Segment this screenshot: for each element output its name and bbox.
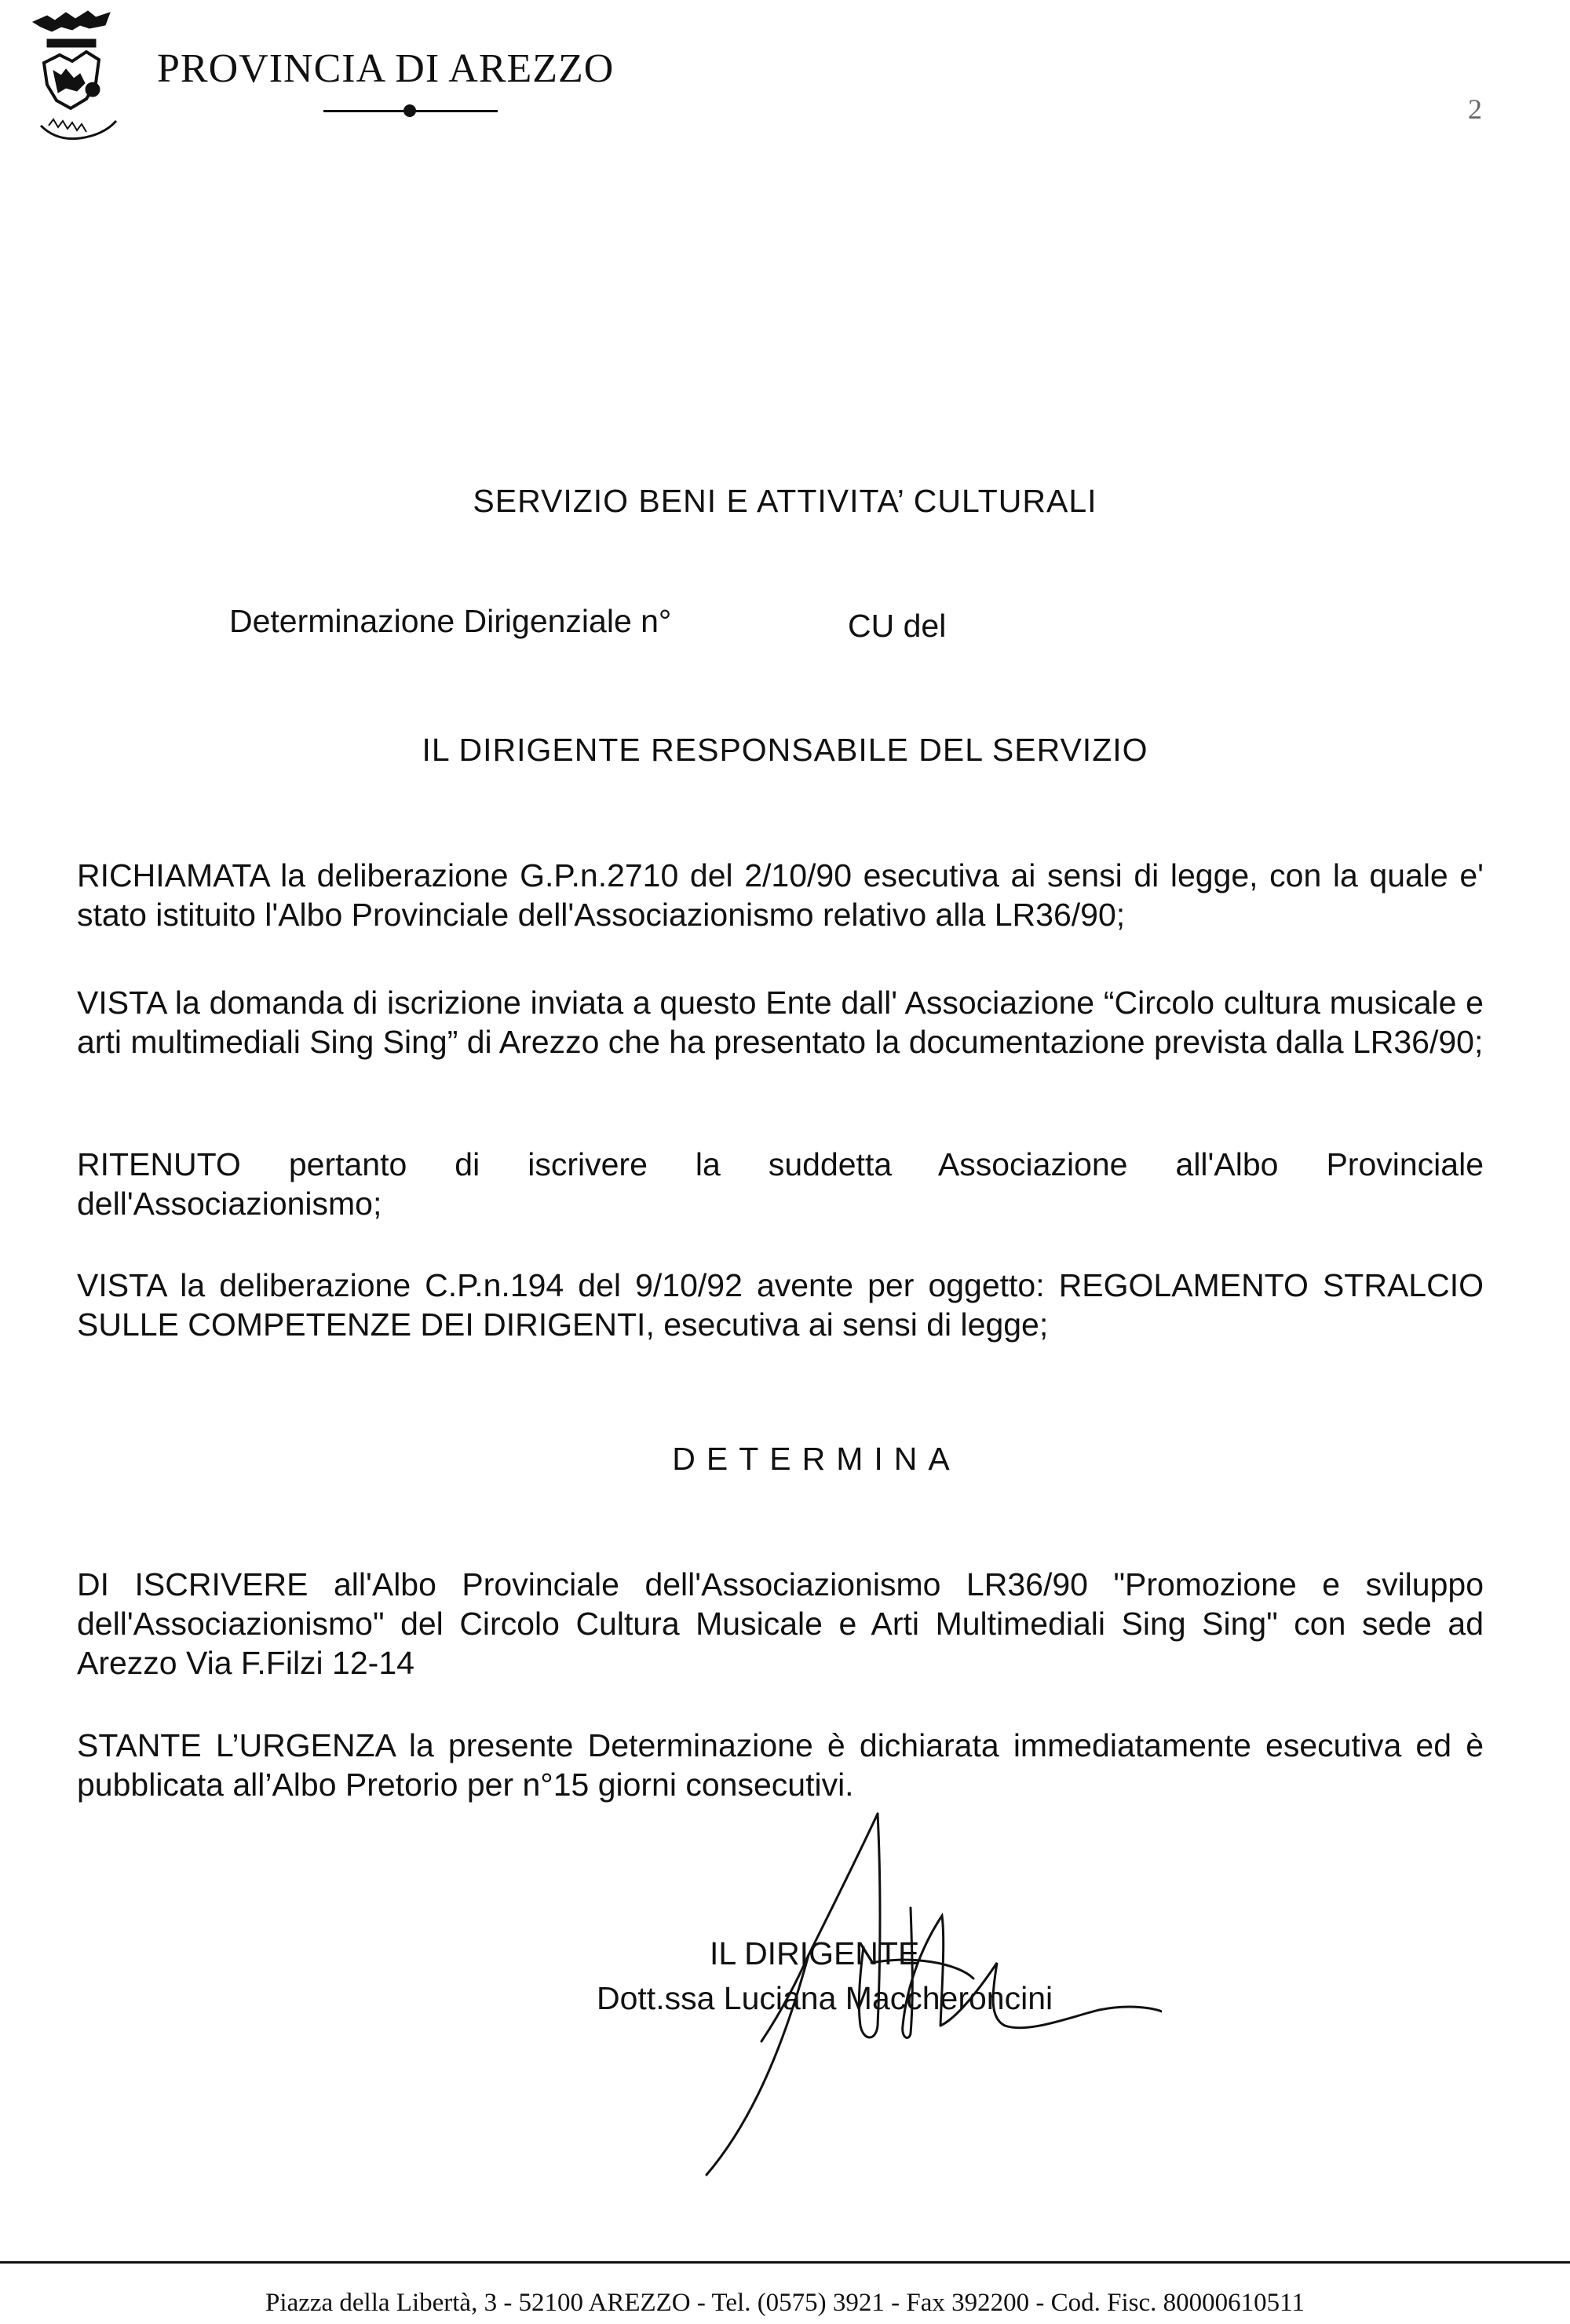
signatory-name: Dott.ssa Luciana Maccheroncini (597, 1980, 1053, 2016)
footer-address: Piazza della Libertà, 3 - 52100 AREZZO - Tel. (0575) 3921 - Fax 392200 - Cod. Fisc. 80000610511 (265, 2289, 1305, 2317)
resolution-urgenza: STANTE L’URGENZA la presente Determinazione è dichiarata immediatamente esecutiva ed è pubblicata all’Albo Pretorio per n°15 giorni consecutivi. (77, 1727, 1484, 1803)
document-header-title: PROVINCIA DI AREZZO (157, 46, 615, 91)
determination-number-label: Determinazione Dirigenziale n° (229, 603, 672, 639)
service-name: SERVIZIO BENI E ATTIVITA’ CULTURALI (473, 483, 1097, 519)
page-number: 2 (1468, 93, 1482, 125)
handwritten-signature (675, 1806, 1162, 2183)
paragraph-vista-deliberazione: VISTA la deliberazione C.P.n.194 del 9/10/92 avente per oggetto: REGOLAMENTO STRALCIO SULLE COMPETENZE DEI DIRIGENTI, esecutiva ai sensi di legge; (77, 1267, 1484, 1343)
section-heading: IL DIRIGENTE RESPONSABILE DEL SERVIZIO (422, 732, 1148, 768)
determina-heading: DETERMINA (672, 1441, 961, 1477)
signatory-title: IL DIRIGENTE (710, 1935, 920, 1971)
paragraph-vista-domanda: VISTA la domanda di iscrizione inviata a questo Ente dall' Associazione “Circolo cultura musicale e arti multimediali Sing Sing” di Arezzo che ha presentato la documentazione prevista dalla LR36/90; (77, 985, 1484, 1060)
province-crest-icon (17, 8, 135, 161)
paragraph-richiamata: RICHIAMATA la deliberazione G.P.n.2710 del 2/10/90 esecutiva ai sensi di legge, con la quale e' stato istituito l'Albo Provinciale dell'Associazionismo relativo alla LR36/90; (77, 857, 1484, 933)
determination-cu-label: CU del (848, 608, 947, 644)
resolution-iscrivere: DI ISCRIVERE all'Albo Provinciale dell'Associazionismo LR36/90 "Promozione e sviluppo dell'Associazionismo" del Circolo Cultura Musicale e Arti Multimediali Sing Sing" con sede ad Arezzo Via F.Filzi 12-14 (77, 1566, 1484, 1681)
footer-divider (0, 2261, 1570, 2264)
header-divider-dot (403, 104, 416, 117)
paragraph-ritenuto: RITENUTO pertanto di iscrivere la suddetta Associazione all'Albo Provinciale dell'Associazionismo; (77, 1146, 1484, 1222)
